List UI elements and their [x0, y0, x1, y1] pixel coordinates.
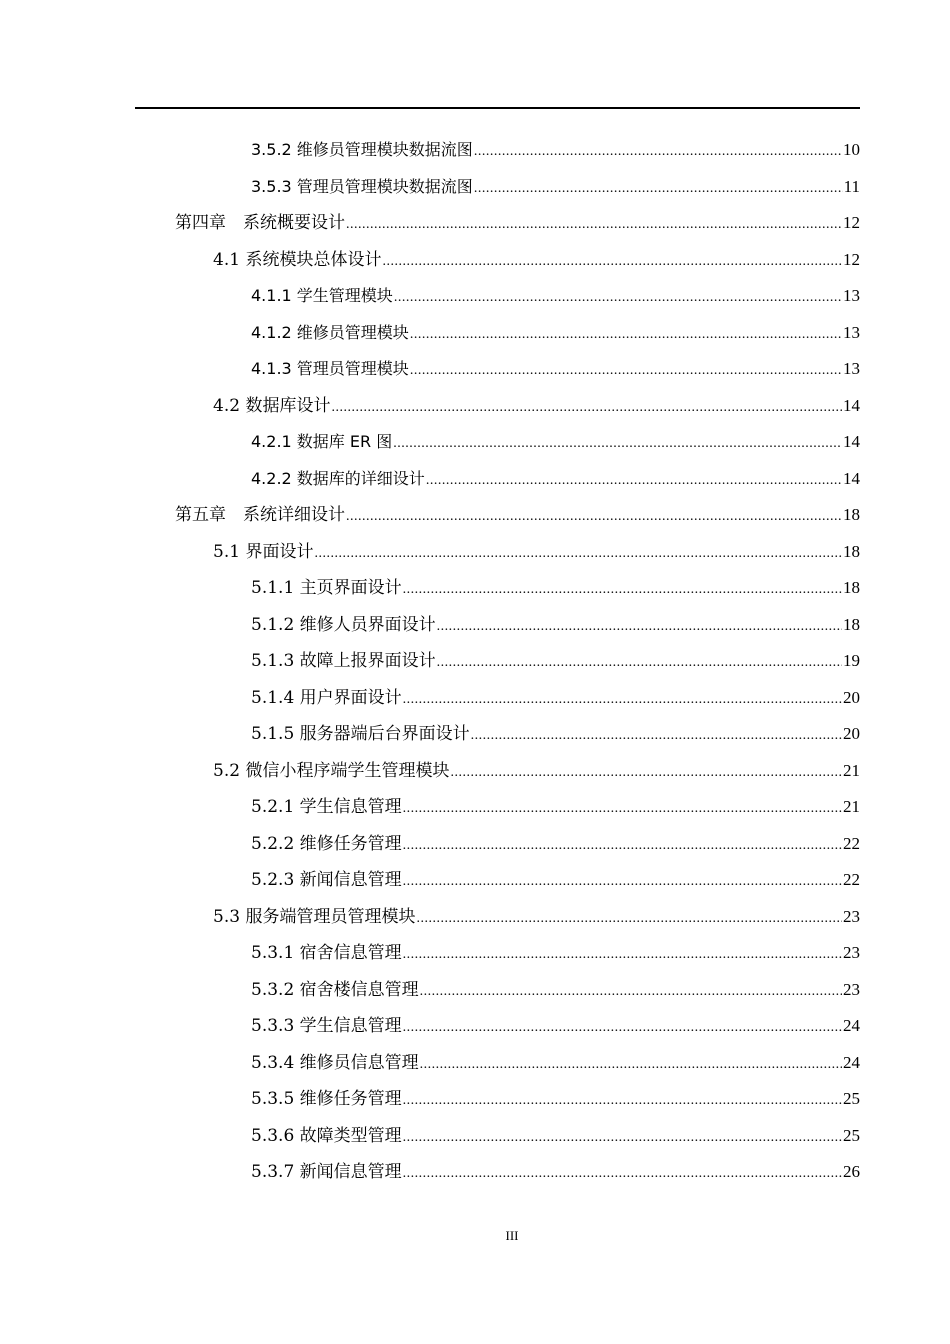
- toc-entry-page: 25: [843, 1125, 860, 1145]
- toc-entry[interactable]: [251, 1118, 860, 1154]
- dot-leader: [403, 1010, 842, 1046]
- dot-leader: [403, 1120, 842, 1156]
- toc-entry-page: 11: [843, 176, 860, 196]
- toc-entry-title: 4.1.1 学生管理模块: [251, 286, 393, 305]
- toc-entry-page: 18: [843, 505, 860, 524]
- toc-entry-title: 5.3.5 维修任务管理: [251, 1089, 402, 1109]
- toc-entry-title: 5.3.3 学生信息管理: [251, 1016, 402, 1036]
- toc-entry-page: 10: [843, 140, 860, 159]
- toc-entry[interactable]: [251, 607, 860, 643]
- toc-entry-page: 23: [843, 906, 860, 926]
- toc-entry[interactable]: [213, 899, 860, 935]
- toc-entry-page: 18: [843, 541, 860, 561]
- toc-entry[interactable]: [251, 643, 860, 679]
- toc-entry-page: 12: [843, 249, 860, 269]
- toc-entry[interactable]: [213, 534, 860, 570]
- toc-entry-page: 25: [843, 1089, 860, 1108]
- dot-leader: [403, 1156, 842, 1192]
- toc-entry[interactable]: [251, 680, 860, 716]
- toc-entry-page: 14: [843, 468, 860, 488]
- toc-entry-page: 12: [843, 213, 860, 232]
- toc-entry-title: 5.2.3 新闻信息管理: [251, 870, 402, 890]
- dot-leader: [346, 207, 842, 243]
- dot-leader: [403, 937, 842, 973]
- toc-entry-title: 4.1.3 管理员管理模块: [251, 359, 409, 378]
- toc-entry[interactable]: [251, 570, 860, 606]
- toc-entry-title: 5.1.2 维修人员界面设计: [251, 614, 436, 635]
- dot-leader: [403, 572, 842, 608]
- dot-leader: [393, 426, 842, 462]
- page-number: III: [505, 1228, 519, 1243]
- dot-leader: [410, 317, 842, 353]
- toc-entry[interactable]: [251, 1081, 860, 1117]
- toc-entry-page: 19: [843, 651, 860, 670]
- toc-entry-page: 21: [843, 797, 860, 816]
- toc-entry-page: 18: [843, 578, 860, 597]
- dot-leader: [471, 718, 842, 754]
- header-rule: [135, 107, 860, 109]
- toc-entry[interactable]: [251, 461, 860, 497]
- dot-leader: [394, 280, 842, 316]
- toc-entry[interactable]: [251, 789, 860, 825]
- toc-entry-title: 5.3.6 故障类型管理: [251, 1125, 402, 1146]
- toc-entry-page: 20: [843, 687, 860, 707]
- toc-entry[interactable]: [251, 1008, 860, 1044]
- toc-entry-title: 5.3.4 维修员信息管理: [251, 1052, 419, 1073]
- dot-leader: [403, 828, 842, 864]
- toc-entry-title: 5.1.3 故障上报界面设计: [251, 651, 436, 671]
- toc-entry-title: 5.1.4 用户界面设计: [251, 687, 402, 708]
- toc-entry[interactable]: [175, 497, 860, 533]
- toc-entry[interactable]: [251, 862, 860, 898]
- toc-entry-title: 第四章 系统概要设计: [175, 213, 345, 233]
- toc-entry[interactable]: [251, 935, 860, 971]
- dot-leader: [403, 1083, 842, 1119]
- dot-leader: [474, 171, 843, 207]
- toc-entry-page: 23: [843, 979, 860, 999]
- toc-entry-page: 22: [843, 870, 860, 889]
- dot-leader: [420, 1047, 842, 1083]
- toc-entry-page: 13: [843, 359, 860, 378]
- toc-entry[interactable]: [251, 278, 860, 314]
- dot-leader: [314, 536, 842, 572]
- dot-leader: [416, 901, 842, 937]
- toc-entry[interactable]: [251, 424, 860, 460]
- toc-entry[interactable]: [251, 1045, 860, 1081]
- dot-leader: [403, 864, 842, 900]
- dot-leader: [331, 390, 842, 426]
- dot-leader: [474, 134, 842, 170]
- dot-leader: [450, 755, 842, 791]
- toc-entry[interactable]: [213, 388, 860, 424]
- dot-leader: [346, 499, 842, 535]
- toc-entry-title: 5.2.2 维修任务管理: [251, 833, 402, 854]
- toc-entry-page: 22: [843, 833, 860, 853]
- toc-entry-title: 4.2 数据库设计: [213, 395, 331, 416]
- toc-entry-title: 5.1 界面设计: [213, 541, 314, 562]
- toc-entry-page: 23: [843, 943, 860, 962]
- dot-leader: [437, 609, 842, 645]
- toc-entry-page: 20: [843, 724, 860, 743]
- toc-entry[interactable]: [251, 826, 860, 862]
- dot-leader: [403, 682, 842, 718]
- toc-entry[interactable]: [213, 242, 860, 278]
- toc-entry-page: 21: [843, 760, 860, 780]
- toc-entry-page: 18: [843, 614, 860, 634]
- dot-leader: [410, 353, 842, 389]
- toc-entry-page: 26: [843, 1162, 860, 1181]
- toc-entry-page: 13: [843, 322, 860, 342]
- toc-entry[interactable]: [213, 753, 860, 789]
- toc-entry[interactable]: [175, 205, 860, 241]
- toc-entry-title: 4.2.1 数据库 ER 图: [251, 432, 393, 451]
- dot-leader: [420, 974, 842, 1010]
- toc-entry-page: 14: [843, 432, 860, 451]
- toc-entry[interactable]: [251, 132, 860, 168]
- toc-entry-title: 第五章 系统详细设计: [175, 505, 345, 525]
- dot-leader: [403, 791, 842, 827]
- toc-entry[interactable]: [251, 351, 860, 387]
- toc-entry-title: 5.3.2 宿舍楼信息管理: [251, 979, 419, 1000]
- toc-entry-title: 4.1.2 维修员管理模块: [251, 322, 409, 342]
- toc-entry-title: 4.2.2 数据库的详细设计: [251, 468, 425, 488]
- toc-entry[interactable]: [251, 1154, 860, 1190]
- toc-entry-title: 5.2.1 学生信息管理: [251, 797, 402, 817]
- toc-entry-title: 5.3 服务端管理员管理模块: [213, 906, 416, 927]
- toc-entry-title: 3.5.3 管理员管理模块数据流图: [251, 176, 473, 196]
- toc-entry-title: 5.2 微信小程序端学生管理模块: [213, 760, 450, 781]
- dot-leader: [437, 645, 842, 681]
- dot-leader: [426, 463, 842, 499]
- toc-entry-title: 5.3.7 新闻信息管理: [251, 1162, 402, 1182]
- toc-entry[interactable]: [251, 169, 860, 205]
- toc-entry-page: 14: [843, 395, 860, 415]
- toc-entry-page: 24: [843, 1052, 860, 1072]
- toc-entry[interactable]: [251, 716, 860, 752]
- toc-entry-title: 3.5.2 维修员管理模块数据流图: [251, 140, 473, 159]
- toc-entry-title: 5.1.1 主页界面设计: [251, 578, 402, 598]
- toc-entry-title: 5.1.5 服务器端后台界面设计: [251, 724, 470, 744]
- toc-entry-title: 5.3.1 宿舍信息管理: [251, 943, 402, 963]
- toc-entry[interactable]: [251, 972, 860, 1008]
- toc-entry[interactable]: [251, 315, 860, 351]
- toc-entry-page: 24: [843, 1016, 860, 1035]
- toc-entry-page: 13: [843, 286, 860, 305]
- dot-leader: [382, 244, 842, 280]
- toc-entry-title: 4.1 系统模块总体设计: [213, 249, 382, 270]
